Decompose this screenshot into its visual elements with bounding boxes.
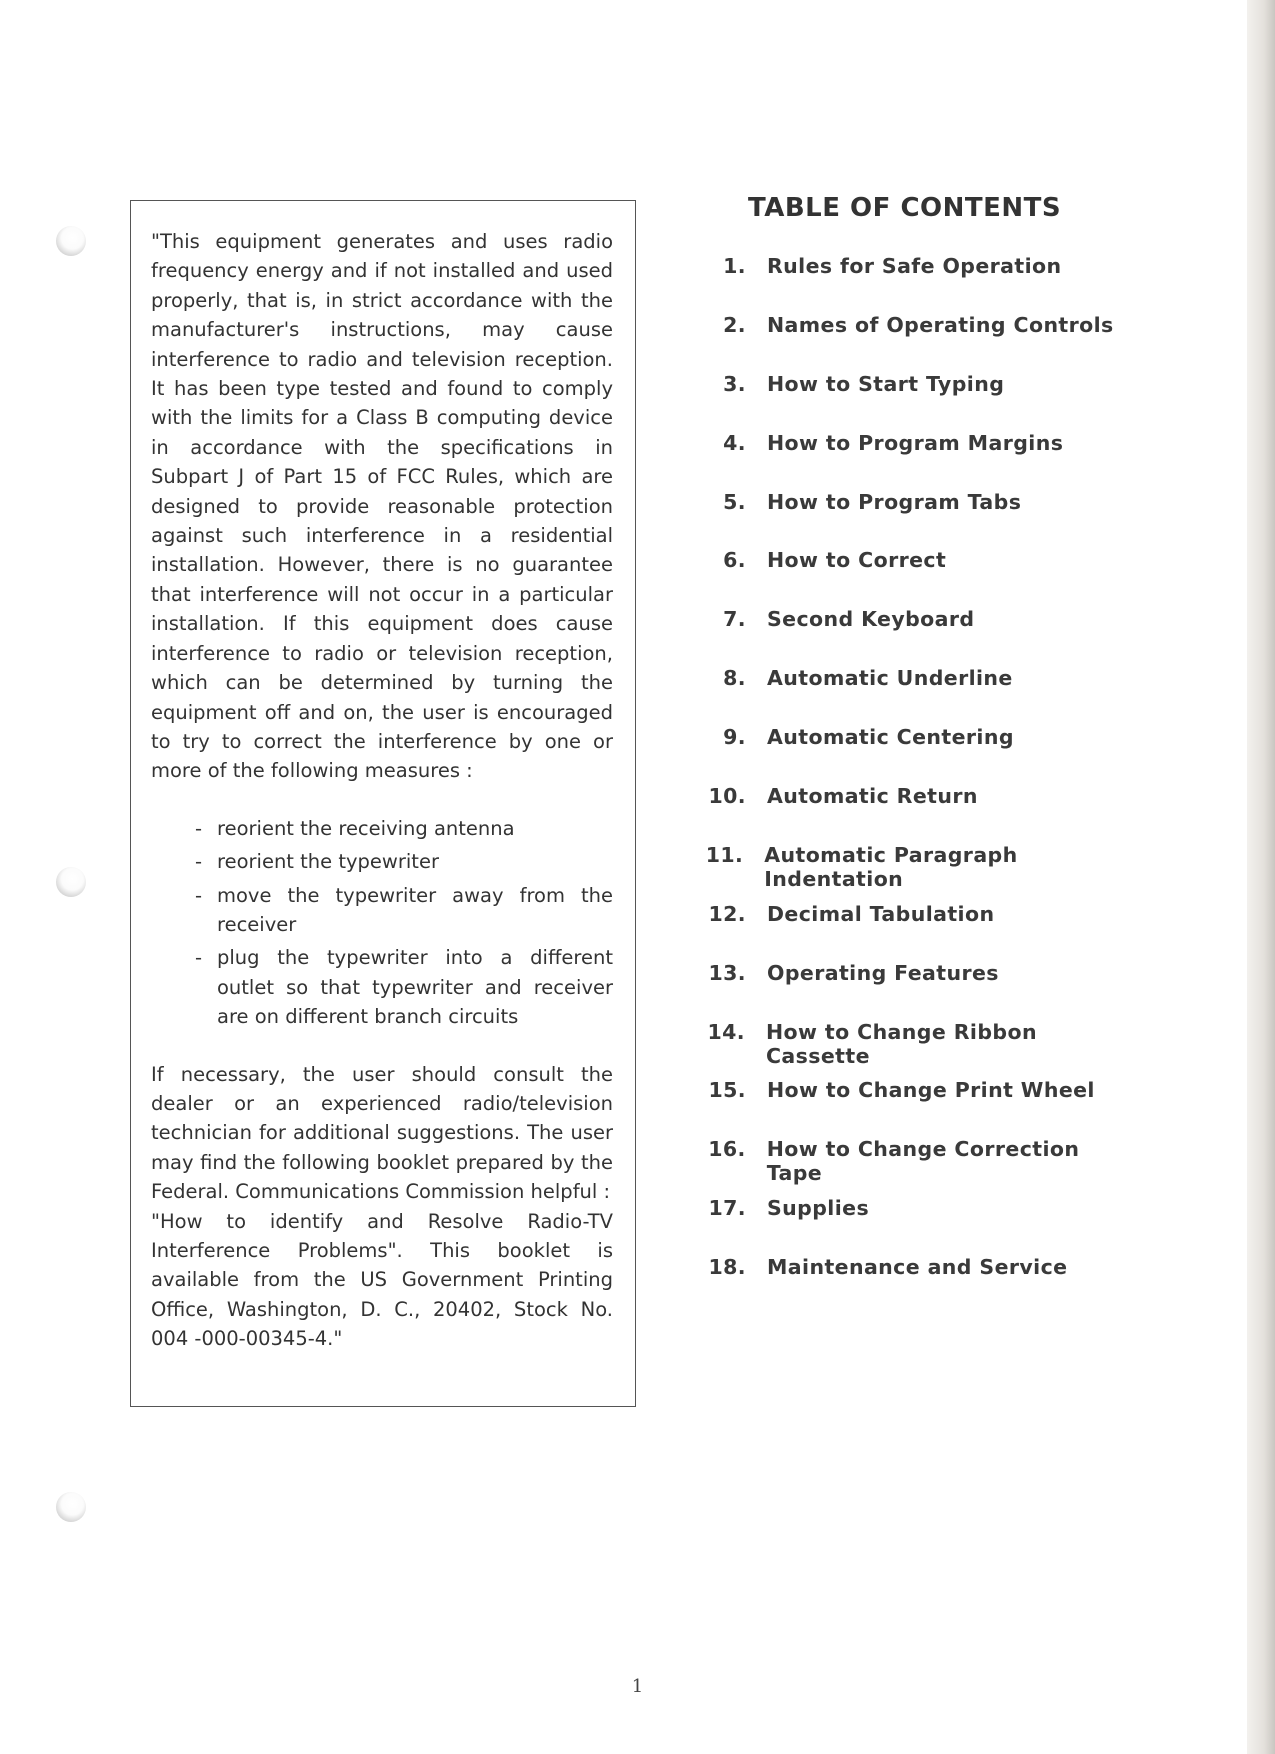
toc-entry-number: 6.	[723, 548, 746, 573]
toc-entry-label: Supplies	[767, 1196, 870, 1221]
toc-entry-number: 11.	[705, 842, 744, 867]
toc-entry	[700, 313, 1140, 372]
punch-hole-bottom	[56, 1492, 86, 1522]
toc-entry-number: 4.	[723, 430, 746, 455]
toc-entry-label: Decimal Tabulation	[767, 901, 995, 926]
toc-entry-number: 9.	[723, 725, 746, 750]
fcc-intro-paragraph: "This equipment generates and uses radio frequency energy and if not installed and used properly, that is, in strict accordance with the manufacturer's instructions, may cause interference to radio and television reception. It has been type tested and found to comply with the limits for a Class B computing device in accordance with the specifications in Subpart J of Part 15 of FCC Rules, which are designed to provide reasonable protection against such interference in a residential installation. However, there is no guarantee that interference will not occur in a particular installation. If this equipment does cause interference to radio or television reception, which can be determined by turning the equipment off and on, the user is encouraged to try to correct the interference by one or more of the following measures :	[151, 230, 613, 783]
toc-entry-number: 2.	[723, 312, 746, 337]
measure-item: - reorient the typewriter	[195, 847, 613, 876]
toc-entry-label: How to Start Typing	[767, 371, 1005, 396]
toc-entry-number: 3.	[723, 371, 746, 396]
toc-entry	[700, 548, 1140, 607]
page-number: 1	[631, 1676, 644, 1697]
toc-entry-label: How to Program Margins	[767, 430, 1064, 455]
toc-entry	[700, 725, 1140, 784]
toc-entry	[700, 1255, 1140, 1314]
fcc-closing-paragraph: If necessary, the user should consult the dealer or an experienced radio/television technician for additional suggestions. The user may find the following booklet prepared by the Federal. Communications Commission helpful :	[151, 1062, 613, 1204]
toc-entry-label: How to Change Ribbon Cassette	[765, 1019, 1037, 1068]
toc-entry-number: 14.	[707, 1019, 745, 1044]
punch-hole-top	[56, 226, 86, 256]
toc-entry-label: Second Keyboard	[767, 607, 975, 632]
toc-entry-number: 15.	[708, 1078, 746, 1103]
toc-entry-label: Rules for Safe Operation	[767, 254, 1062, 278]
toc-entry	[700, 1137, 1140, 1196]
toc-entry-number: 1.	[723, 254, 746, 278]
toc-entry	[700, 431, 1140, 490]
toc-entry-label: Maintenance and Service	[767, 1255, 1068, 1280]
toc-entry-number: 10.	[708, 784, 746, 809]
fcc-measures-list	[151, 814, 613, 1032]
toc-entry-label: How to Change Print Wheel	[767, 1078, 1095, 1103]
measure-item: - plug the typewriter into a different outlet so that typewriter and receiver are on different branch circuits	[195, 943, 613, 1031]
toc-entry-number: 16.	[708, 1137, 746, 1162]
toc-list	[700, 254, 1140, 1314]
toc-entry	[700, 1020, 1140, 1079]
page-edge-shadow	[1247, 0, 1275, 1754]
toc-entry-number: 18.	[708, 1255, 746, 1280]
toc-entry-number: 12.	[708, 901, 746, 926]
measure-item: - reorient the receiving antenna	[195, 814, 613, 843]
toc-entry-label: Automatic Paragraph Indentation	[764, 842, 1018, 891]
toc-entry-number: 13.	[708, 960, 746, 985]
toc-entry-label: Automatic Return	[767, 784, 978, 809]
toc-entry-label: Names of Operating Controls	[767, 312, 1114, 337]
toc-entry	[700, 1196, 1140, 1255]
toc-entry-label: How to Change Correction Tape	[766, 1137, 1080, 1186]
measure-item: - move the typewriter away from the receiver	[195, 881, 613, 940]
fcc-notice-box	[130, 200, 636, 1407]
toc-entry	[700, 902, 1140, 961]
toc-entry	[700, 961, 1140, 1020]
toc-entry-number: 8.	[723, 666, 746, 691]
toc-entry-number: 17.	[708, 1196, 746, 1221]
toc-entry-label: Operating Features	[767, 960, 999, 985]
toc-entry	[700, 372, 1140, 431]
toc-entry	[700, 490, 1140, 549]
toc-entry	[700, 1078, 1140, 1137]
toc-entry	[700, 666, 1140, 725]
toc-entry-number: 7.	[723, 607, 746, 632]
toc-entry-label: How to Program Tabs	[767, 489, 1022, 514]
toc-entry-label: How to Correct	[767, 548, 947, 573]
punch-hole-middle	[56, 867, 86, 897]
toc-entry	[700, 607, 1140, 666]
toc-entry-number: 5.	[723, 489, 746, 514]
fcc-booklet-reference: "How to identify and Resolve Radio-TV Interference Problems". This booklet is available from the US Government Printing Office, Washington, D. C., 20402, Stock No. 004 -000-00345-4."	[151, 1209, 613, 1351]
toc-entry-label: Automatic Centering	[767, 725, 1014, 750]
toc-entry-label: Automatic Underline	[767, 666, 1013, 691]
toc-title: TABLE OF CONTENTS	[748, 193, 1062, 223]
toc-entry	[700, 254, 1140, 313]
toc-entry	[700, 843, 1140, 902]
toc-entry	[700, 784, 1140, 843]
